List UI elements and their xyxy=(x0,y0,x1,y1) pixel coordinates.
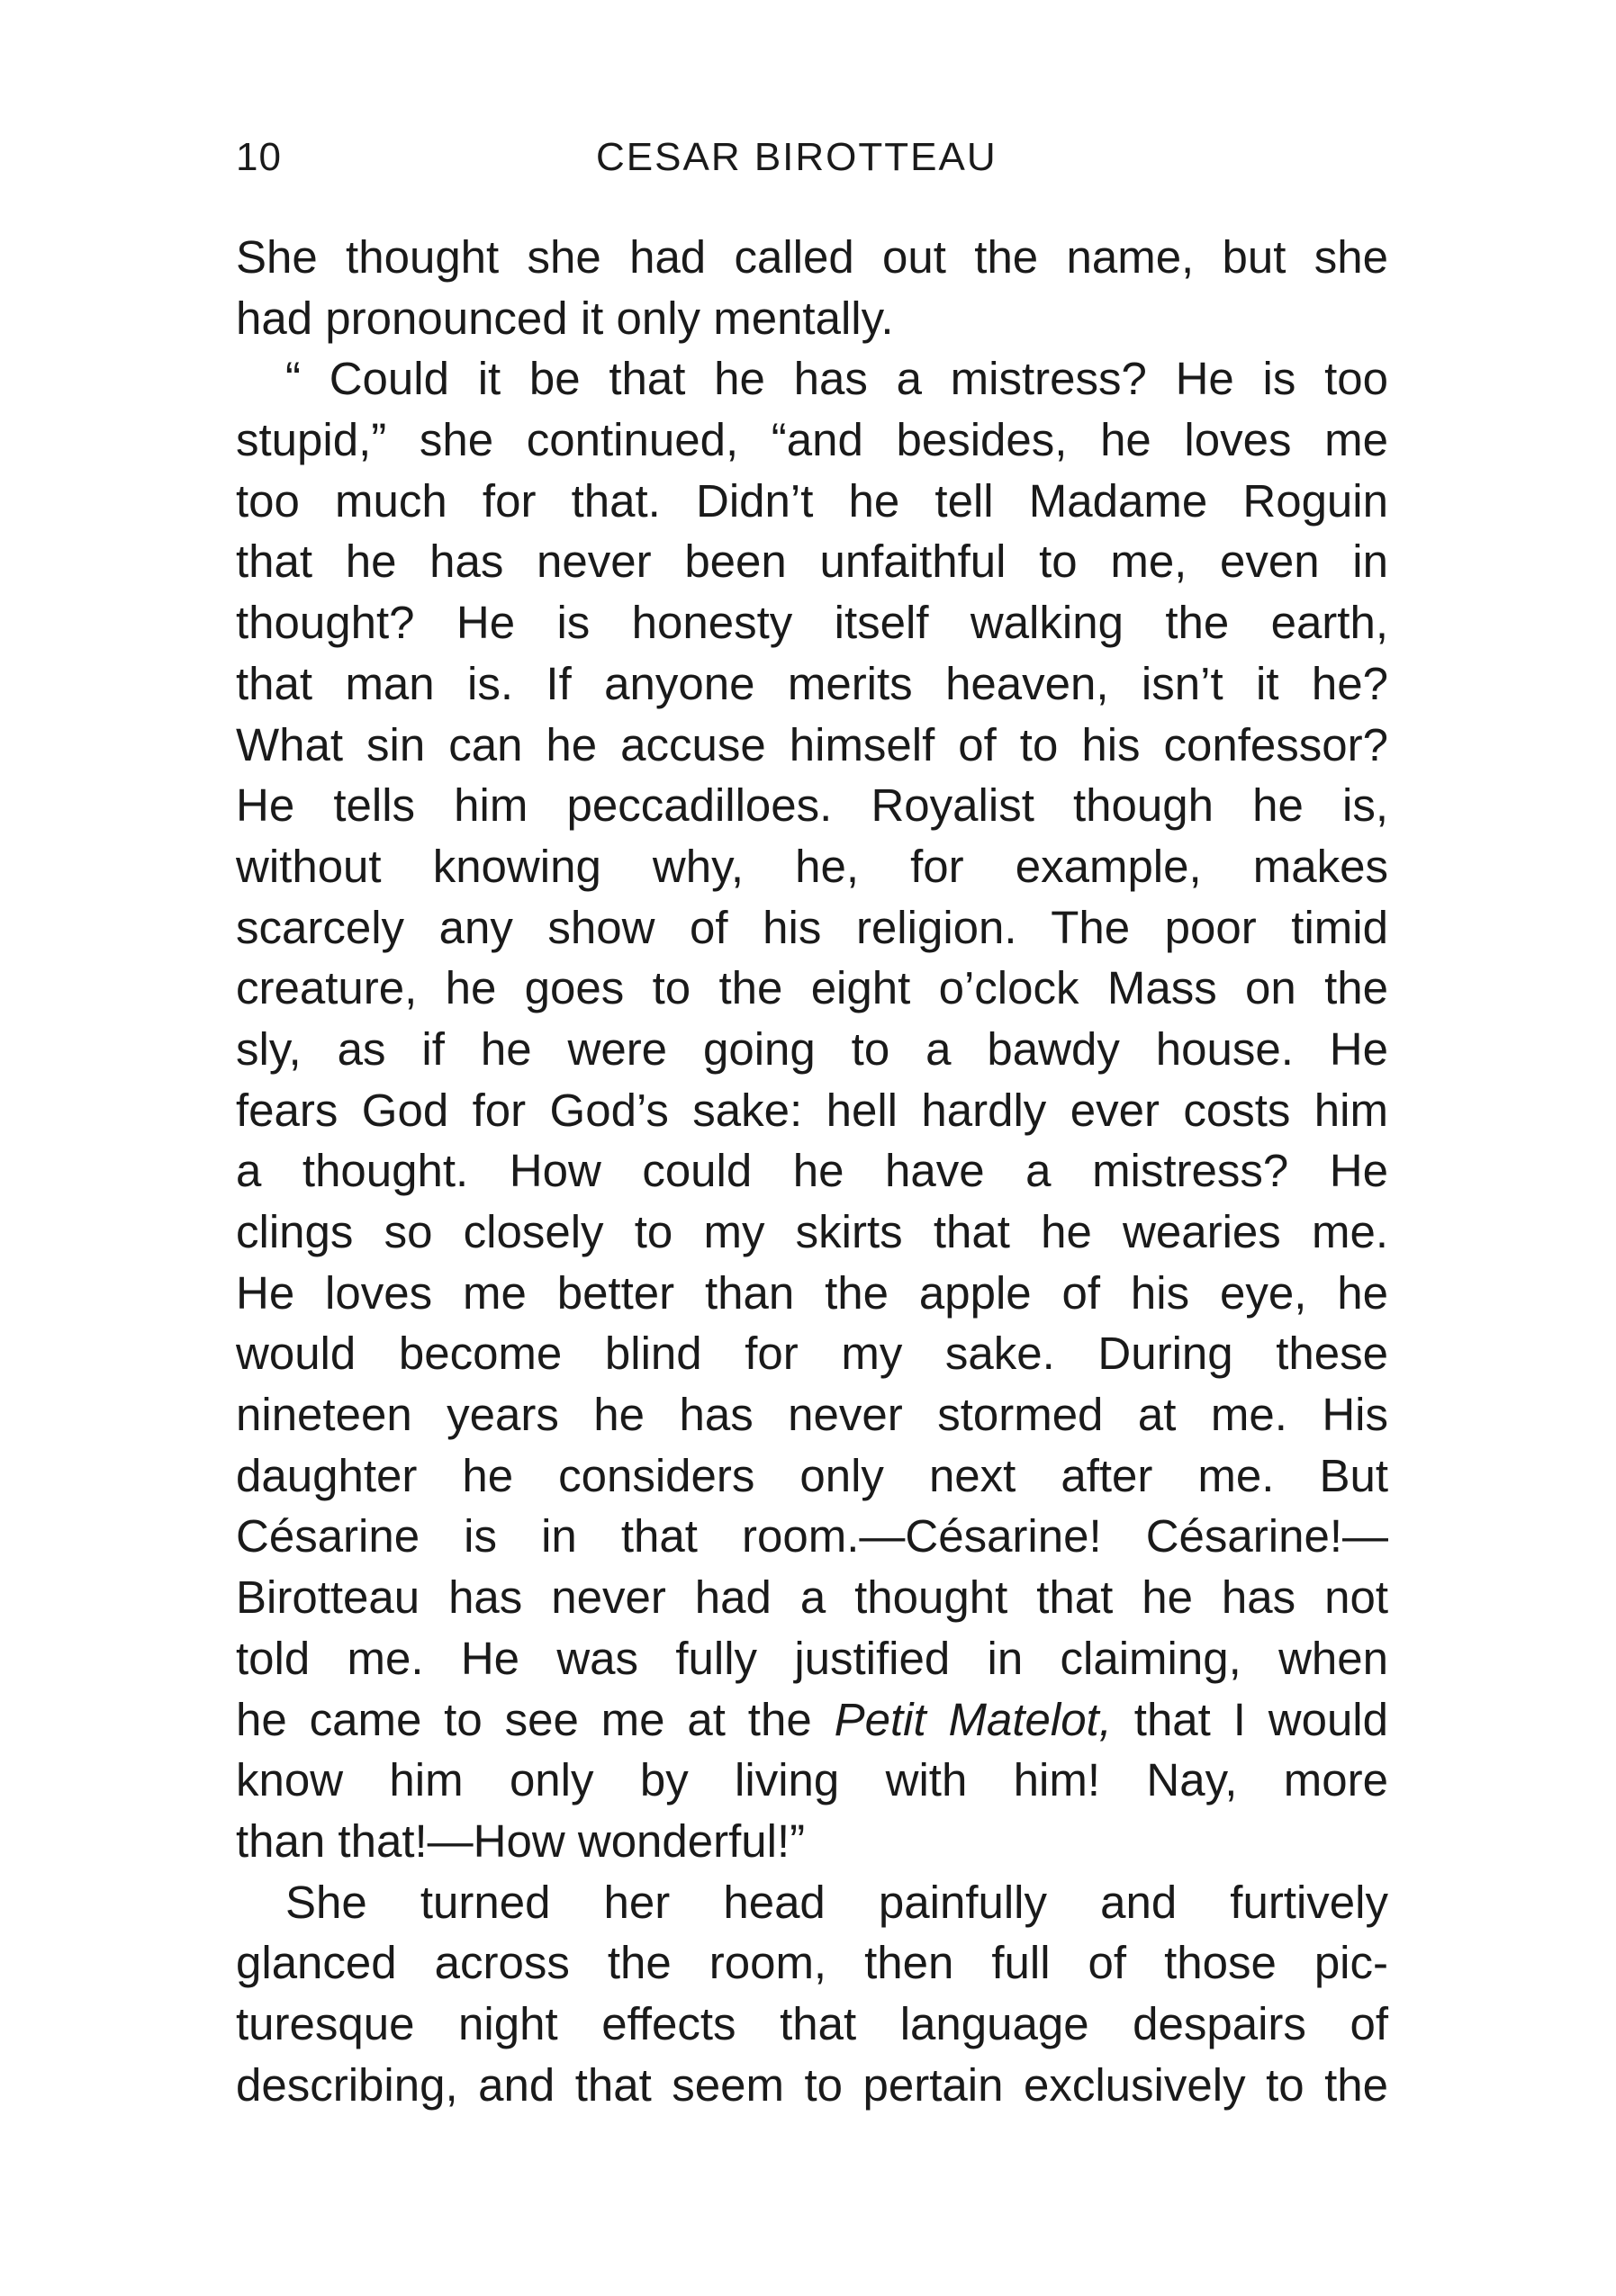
text-line: sly, as if he were going to a bawdy house. He xyxy=(236,1022,1388,1075)
text-segment: he came to see me at the xyxy=(236,1693,835,1745)
running-title: CESAR BIROTTEAU xyxy=(596,135,998,179)
text-line: fears God for God’s sake: hell hardly ever costs him xyxy=(236,1084,1388,1136)
paragraph-2 xyxy=(236,348,1388,1871)
running-head xyxy=(236,135,1388,189)
text-line: had pronounced it only mentally. xyxy=(236,292,894,344)
text-line: nineteen years he has never stormed at me. His xyxy=(236,1389,1388,1441)
text-line: He loves me better than the apple of his eye, he xyxy=(236,1266,1388,1319)
text-line: than that!—How wonderful!” xyxy=(236,1814,806,1867)
text-line: She thought she had called out the name, but she xyxy=(236,231,1388,283)
text-line: that man is. If anyone merits heaven, isn’t it he? xyxy=(236,657,1388,709)
body-text xyxy=(236,227,1388,2115)
text-line: clings so closely to my skirts that he wearies me. xyxy=(236,1206,1388,1257)
text-line: scarcely any show of his religion. The poor timid xyxy=(236,901,1388,953)
text-line: glanced across the room, then full of those pic- xyxy=(236,1937,1388,1989)
text-line: describing, and that seem to pertain exclusively to the xyxy=(236,2058,1388,2111)
text-line: Césarine is in that room.—Césarine! Césarine!— xyxy=(236,1510,1388,1562)
text-line: would become blind for my sake. During these xyxy=(236,1328,1388,1380)
text-line: She turned her head painfully and furtively xyxy=(285,1876,1388,1928)
text-line: a thought. How could he have a mistress? He xyxy=(236,1145,1388,1197)
italic-title: Petit Matelot, xyxy=(834,1693,1112,1745)
text-line: He tells him peccadilloes. Royalist though he is, xyxy=(236,779,1388,832)
text-line: stupid,” she continued, “and besides, he loves me xyxy=(236,414,1388,466)
text-line: daughter he considers only next after me. But xyxy=(236,1449,1388,1501)
text-line: “ Could it be that he has a mistress? He is too xyxy=(285,353,1388,405)
text-line: turesque night effects that language despairs of xyxy=(236,1997,1388,2049)
text-line: that he has never been unfaithful to me, even in xyxy=(236,536,1388,588)
text-segment: that I would xyxy=(1111,1693,1388,1745)
page-number: 10 xyxy=(236,135,282,179)
paragraph-1 xyxy=(236,227,1388,348)
text-line: thought? He is honesty itself walking the earth, xyxy=(236,597,1388,649)
text-line: told me. He was fully justified in claiming, when xyxy=(236,1632,1388,1684)
text-line: What sin can he accuse himself of to his confessor? xyxy=(236,718,1388,770)
text-line-with-italic xyxy=(236,1689,1388,1751)
text-line: Birotteau has never had a thought that he has not xyxy=(236,1571,1388,1624)
text-line: too much for that. Didn’t he tell Madame Roguin xyxy=(236,474,1388,527)
paragraph-3 xyxy=(236,1872,1388,2116)
text-line: know him only by living with him! Nay, more xyxy=(236,1754,1388,1806)
text-line: creature, he goes to the eight o’clock Mass on the xyxy=(236,962,1388,1014)
text-line: without knowing why, he, for example, makes xyxy=(236,840,1388,892)
